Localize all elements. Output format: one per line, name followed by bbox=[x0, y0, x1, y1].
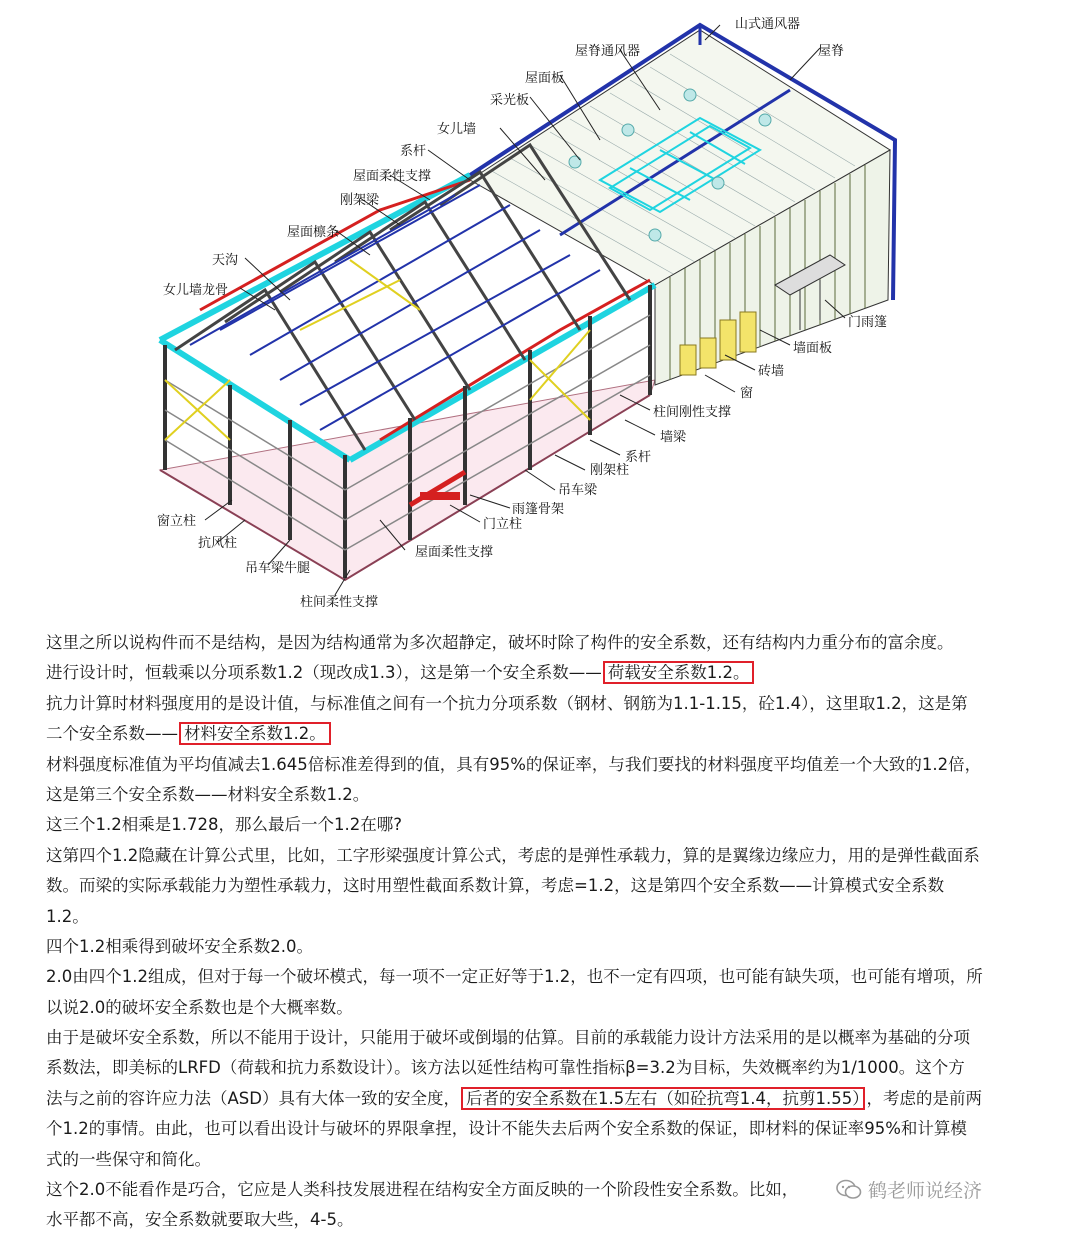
label-window-post: 窗立柱 bbox=[157, 514, 197, 529]
article-text: 系数法，即美标的LRFD（荷载和抗力系数设计）。该方法以延性结构可靠性指标β=3.2为目标，失效概率约为1/1000。这个方 bbox=[46, 1058, 965, 1078]
article-body bbox=[46, 628, 1046, 1236]
article-text: 水平都不高，安全系数就要取大些，4-5。 bbox=[46, 1210, 354, 1230]
article-text: 这三个1.2相乘是1.728，那么最后一个1.2在哪? bbox=[46, 815, 402, 835]
label-vent-top: 山式通风器 bbox=[735, 17, 801, 32]
article-text: 二个安全系数—— bbox=[46, 724, 178, 744]
label-window: 窗 bbox=[740, 386, 754, 401]
label-ridge-vent: 屋脊通风器 bbox=[575, 44, 641, 59]
label-skylight: 采光板 bbox=[490, 93, 530, 108]
label-crane-beam: 吊车梁 bbox=[558, 483, 598, 498]
article-text: 这是第三个安全系数——材料安全系数1.2。 bbox=[46, 784, 370, 804]
article-line bbox=[46, 871, 1046, 901]
article-text: 2.0由四个1.2组成，但对于每一个破坏模式，每一项不一定正好等于1.2，也不一定有四项，也可能有缺失项，也可能有增项，所 bbox=[46, 967, 983, 987]
highlighted-text: 后者的安全系数在1.5左右（如砼抗弯1.4，抗剪1.55） bbox=[461, 1087, 865, 1110]
article-text: 由于是破坏安全系数，所以不能用于设计，只能用于破坏或倒塌的估算。目前的承载能力设计方法采用的是以概率为基础的分项 bbox=[46, 1028, 970, 1048]
label-crane-bracket: 吊车梁牛腿 bbox=[245, 561, 311, 576]
article-line bbox=[46, 719, 1046, 749]
label-parapet-keel: 女儿墙龙骨 bbox=[163, 283, 229, 298]
article-line bbox=[46, 628, 1046, 658]
article-line bbox=[46, 1053, 1046, 1083]
article-line bbox=[46, 689, 1046, 719]
article-text: 以说2.0的破坏安全系数也是个大概率数。 bbox=[46, 997, 353, 1017]
label-roof-flex-brace-2: 屋面柔性支撑 bbox=[415, 545, 494, 560]
label-door-canopy: 门雨篷 bbox=[848, 315, 888, 330]
label-wall-girt: 墙梁 bbox=[660, 430, 687, 445]
article-line bbox=[46, 780, 1046, 810]
label-brick-wall: 砖墙 bbox=[758, 364, 785, 379]
article-text: 这个2.0不能看作是巧合，它应是人类科技发展进程在结构安全方面反映的一个阶段性安全系数。比如， bbox=[46, 1180, 799, 1200]
label-tie-rod-2: 系杆 bbox=[625, 450, 652, 465]
label-gutter: 天沟 bbox=[212, 253, 239, 268]
label-wall-panel: 墙面板 bbox=[793, 341, 833, 356]
article-text: 四个1.2相乘得到破坏安全系数2.0。 bbox=[46, 936, 313, 956]
article-line bbox=[46, 962, 1046, 992]
article-text: 抗力计算时材料强度用的是设计值，与标准值之间有一个抗力分项系数（钢材、钢筋为1.1-1.15，砼1.4），这里取1.2，这是第 bbox=[46, 693, 968, 713]
watermark-text: 鹤老师说经济 bbox=[868, 1180, 983, 1202]
article-text: 1.2。 bbox=[46, 906, 89, 926]
label-ridge: 屋脊 bbox=[818, 44, 845, 59]
highlighted-text: 材料安全系数1.2。 bbox=[179, 722, 331, 745]
article-text: 法与之前的容许应力法（ASD）具有大体一致的安全度， bbox=[46, 1088, 460, 1108]
label-tie-rod: 系杆 bbox=[400, 144, 427, 159]
article-line bbox=[46, 1114, 1046, 1144]
article-text: 式的一些保守和简化。 bbox=[46, 1149, 211, 1169]
steel-structure-diagram bbox=[0, 0, 1080, 615]
label-canopy-bone: 雨篷骨架 bbox=[512, 502, 565, 517]
article-line bbox=[46, 902, 1046, 932]
label-roof-panel: 屋面板 bbox=[525, 71, 565, 86]
article-line bbox=[46, 841, 1046, 871]
article-line bbox=[46, 1084, 1046, 1114]
label-door-post: 门立柱 bbox=[483, 517, 523, 532]
article-text: ，考虑的是前两 bbox=[866, 1088, 982, 1108]
article-line bbox=[46, 750, 1046, 780]
label-wind-column: 抗风柱 bbox=[198, 536, 238, 551]
article-line bbox=[46, 1145, 1046, 1175]
watermark bbox=[836, 1176, 982, 1203]
label-rigid-beam: 刚架梁 bbox=[340, 193, 380, 208]
wechat-icon bbox=[836, 1179, 862, 1201]
article-line bbox=[46, 1205, 1046, 1235]
label-col-flex-brace: 柱间柔性支撑 bbox=[300, 595, 379, 610]
article-text: 数。而梁的实际承载能力为塑性承载力，这时用塑性截面系数计算，考虑=1.2，这是第四个安全系数——计算模式安全系数 bbox=[46, 876, 945, 896]
article-text: 个1.2的事情。由此，也可以看出设计与破坏的界限拿捏，设计不能失去后两个安全系数的保证，即材料的保证率95%和计算模 bbox=[46, 1119, 967, 1139]
article-line bbox=[46, 993, 1046, 1023]
article-line bbox=[46, 810, 1046, 840]
article-line bbox=[46, 1023, 1046, 1053]
article-text: 这第四个1.2隐藏在计算公式里，比如，工字形梁强度计算公式，考虑的是弹性承载力，算的是翼缘边缘应力，用的是弹性截面系 bbox=[46, 845, 980, 865]
label-parapet: 女儿墙 bbox=[437, 122, 477, 137]
article-text: 材料强度标准值为平均值减去1.645倍标准差得到的值，具有95%的保证率，与我们要找的材料强度平均值差一个大致的1.2倍， bbox=[46, 754, 982, 774]
article-line bbox=[46, 932, 1046, 962]
label-roof-purlin: 屋面檩条 bbox=[287, 225, 340, 240]
label-rigid-column: 刚架柱 bbox=[590, 463, 630, 478]
article-line bbox=[46, 658, 1046, 688]
article-text: 进行设计时，恒载乘以分项系数1.2（现改成1.3），这是第一个安全系数—— bbox=[46, 663, 602, 683]
highlighted-text: 荷载安全系数1.2。 bbox=[603, 661, 755, 684]
article-text: 这里之所以说构件而不是结构，是因为结构通常为多次超静定，破坏时除了构件的安全系数，还有结构内力重分布的富余度。 bbox=[46, 633, 954, 652]
label-roof-flex-brace: 屋面柔性支撑 bbox=[353, 169, 432, 184]
label-col-rigid-brace: 柱间刚性支撑 bbox=[653, 405, 732, 420]
